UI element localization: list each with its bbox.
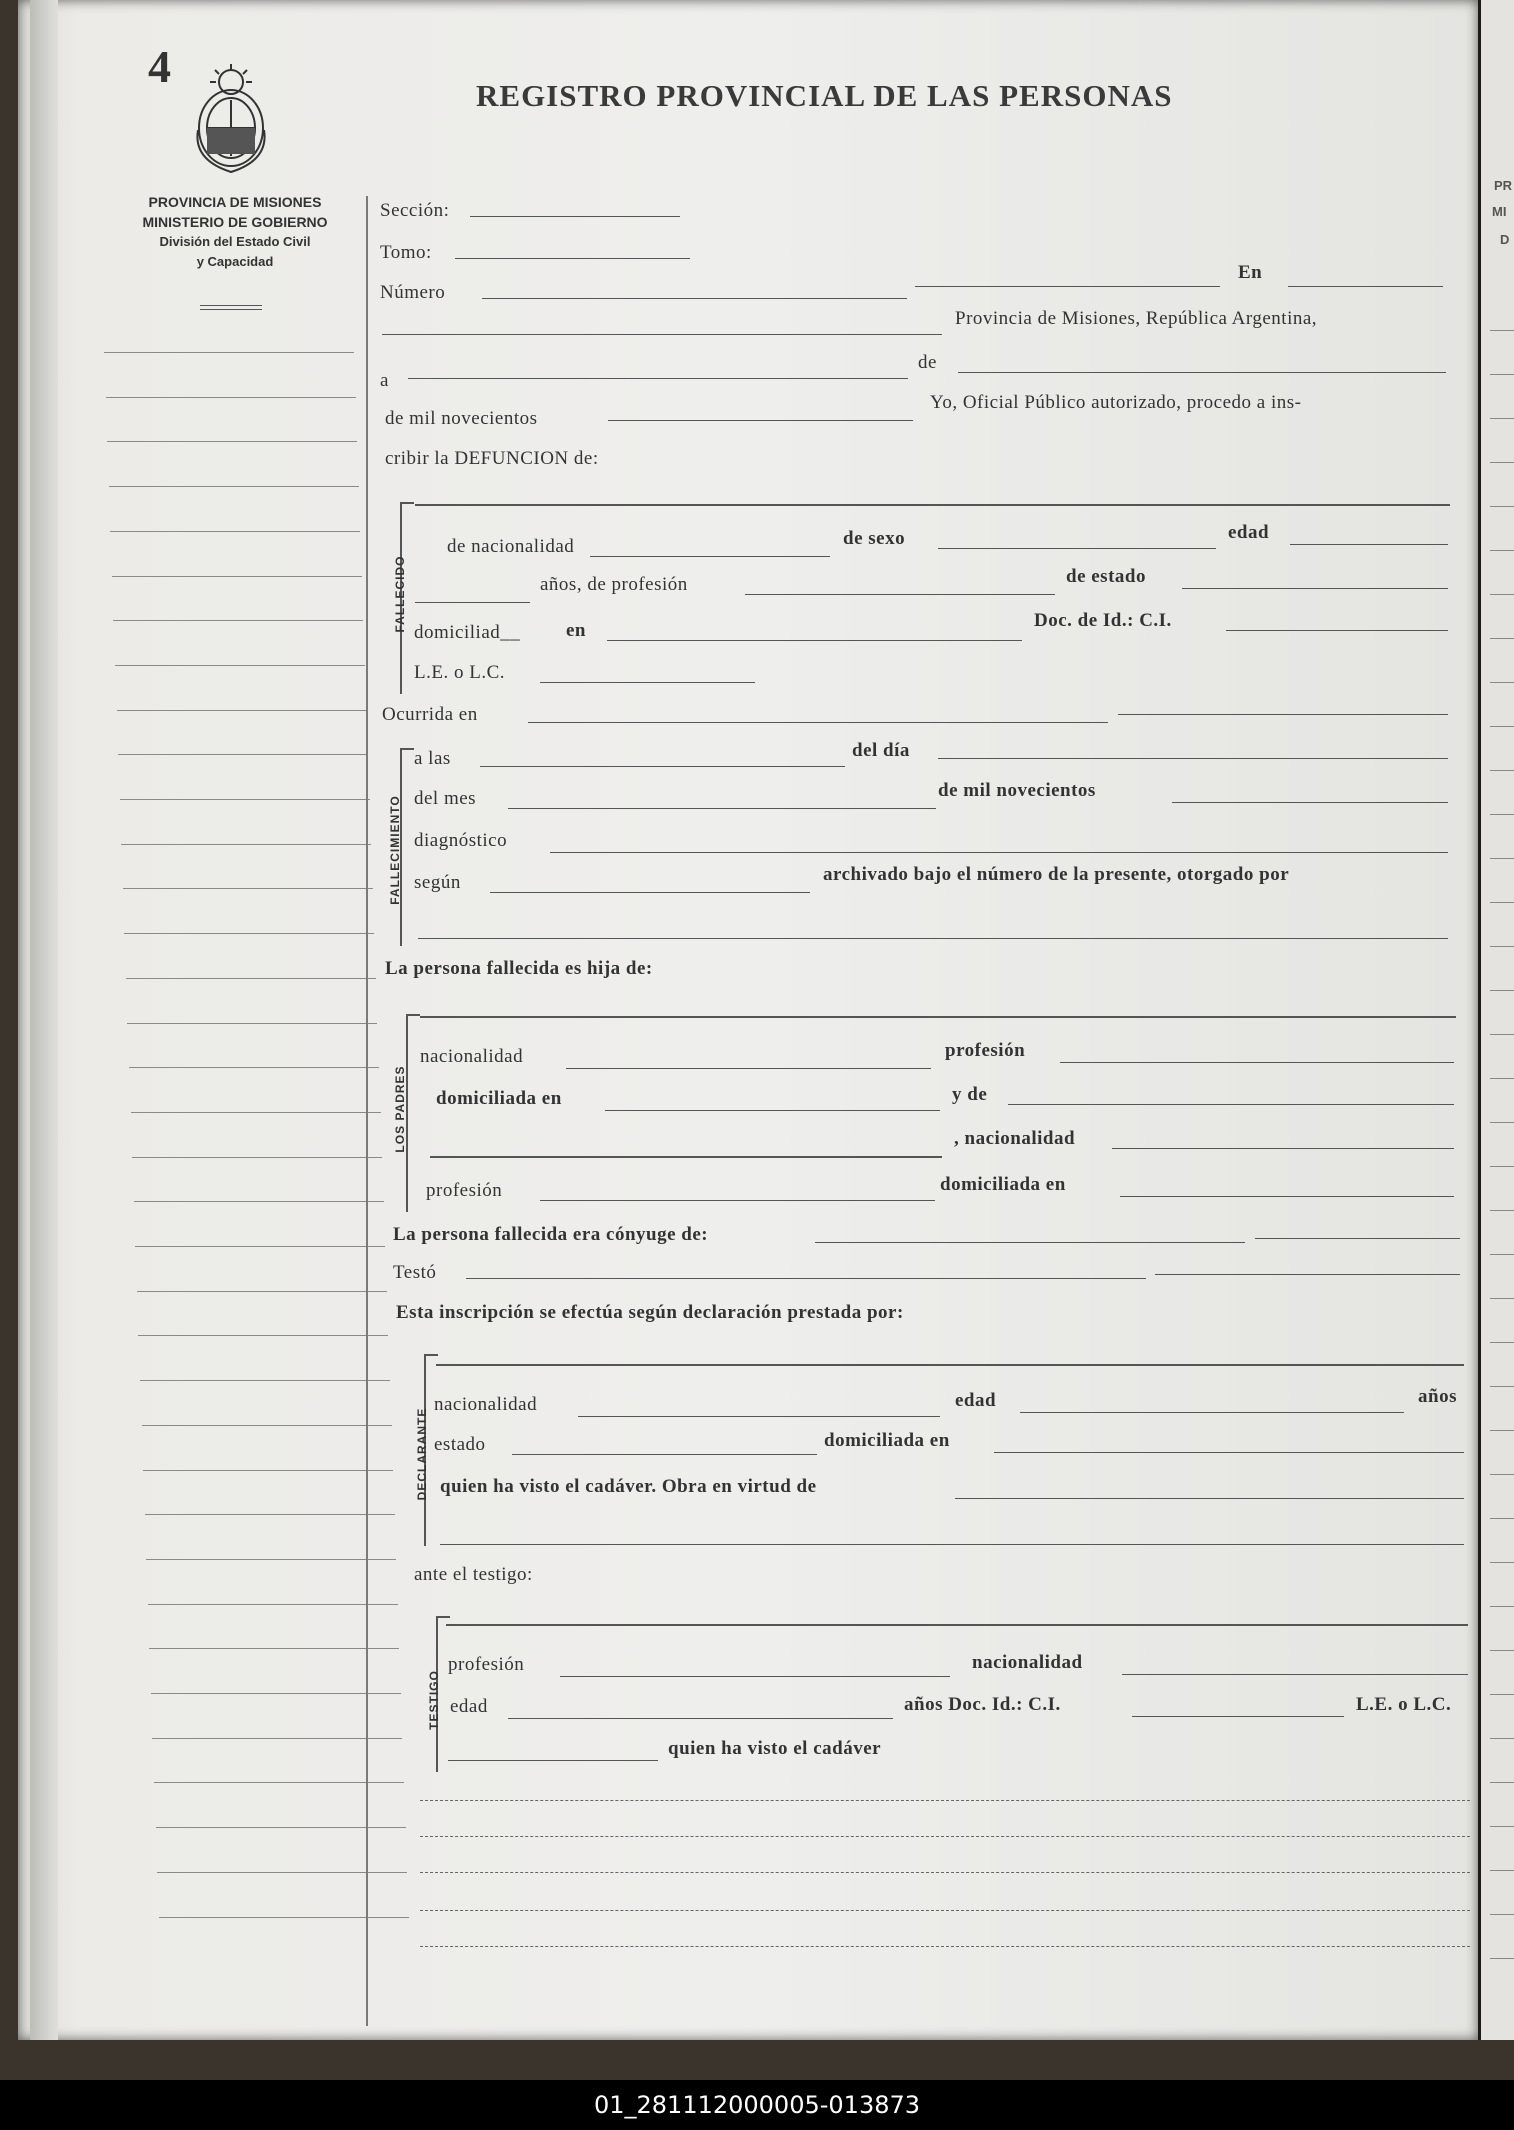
margin-note-line[interactable] <box>126 978 376 979</box>
page-title: REGISTRO PROVINCIAL DE LAS PERSONAS <box>476 78 1173 113</box>
next-page-line <box>1490 1870 1514 1871</box>
madre-domiciliada-label: domiciliada en <box>940 1174 1066 1195</box>
margin-note-line[interactable] <box>138 1335 388 1336</box>
a-las-field[interactable] <box>480 766 845 767</box>
next-page-line <box>1490 1518 1514 1519</box>
del-dia-field[interactable] <box>938 758 1448 759</box>
testo-field-2[interactable] <box>1155 1274 1460 1275</box>
margin-note-line[interactable] <box>118 754 368 755</box>
agency-line: PROVINCIA DE MISIONES <box>148 194 322 210</box>
del-mes-field[interactable] <box>508 808 936 809</box>
next-page-line <box>1490 1254 1514 1255</box>
argentine-coat-of-arms-icon <box>188 60 274 180</box>
testigo-section-label: TESTIGO <box>427 1670 441 1730</box>
next-page-line <box>1490 1562 1514 1563</box>
margin-note-line[interactable] <box>127 1023 377 1024</box>
diagnostico-label: diagnóstico <box>414 830 508 851</box>
margin-note-line[interactable] <box>145 1514 395 1515</box>
anos-field[interactable] <box>415 602 530 603</box>
next-page-line <box>1490 1386 1514 1387</box>
de-mil-label: de mil novecientos <box>938 780 1096 801</box>
margin-note-line[interactable] <box>106 397 356 398</box>
de-field[interactable] <box>958 372 1446 373</box>
margin-note-line[interactable] <box>146 1559 396 1560</box>
next-page-line <box>1490 1342 1514 1343</box>
next-page-line <box>1490 814 1514 815</box>
margin-note-line[interactable] <box>156 1827 406 1828</box>
testigo-quien-text: quien ha visto el cadáver <box>668 1738 882 1759</box>
sexo-label: de sexo <box>843 528 906 549</box>
madre-profesion-label: profesión <box>426 1180 503 1201</box>
observation-line[interactable] <box>420 1946 1470 1947</box>
next-page-line <box>1490 902 1514 903</box>
madre-name-field-2[interactable] <box>430 1156 942 1158</box>
margin-note-line[interactable] <box>121 844 371 845</box>
declarante-domiciliada-field[interactable] <box>994 1452 1464 1453</box>
next-page-line <box>1490 550 1514 551</box>
ocurrida-field[interactable] <box>528 722 1108 723</box>
seccion-field[interactable] <box>470 216 680 217</box>
agency-line: División del Estado Civil <box>159 234 311 249</box>
fallecido-section-label: FALLECIDO <box>393 555 407 633</box>
page-edge <box>30 0 58 2040</box>
padre-name-field[interactable] <box>420 1016 1456 1018</box>
declarante-name-field[interactable] <box>436 1364 1464 1366</box>
margin-note-line[interactable] <box>152 1738 402 1739</box>
y-de-label: y de <box>952 1084 988 1105</box>
profesion-field[interactable] <box>745 594 1055 595</box>
ante-testigo-text: ante el testigo: <box>414 1564 533 1585</box>
next-page-line <box>1490 990 1514 991</box>
le-lc-label: L.E. o L.C. <box>414 662 505 683</box>
margin-note-line[interactable] <box>120 799 370 800</box>
margin-note-line[interactable] <box>143 1470 393 1471</box>
margin-note-line[interactable] <box>134 1201 384 1202</box>
testigo-edad-label: edad <box>450 1696 488 1717</box>
fallecimiento-bracket <box>400 748 414 946</box>
next-page-line <box>1490 1914 1514 1915</box>
cribir-text: cribir la DEFUNCION de: <box>385 448 599 469</box>
column-divider <box>366 196 368 2026</box>
testo-field[interactable] <box>466 1278 1146 1279</box>
diagnostico-field[interactable] <box>550 852 1448 853</box>
margin-note-line[interactable] <box>135 1246 385 1247</box>
padre-profesion-field[interactable] <box>1060 1062 1454 1063</box>
next-page-line <box>1490 330 1514 331</box>
obra-en-virtud-field[interactable] <box>955 1498 1464 1499</box>
testo-label: Testó <box>393 1262 437 1283</box>
observation-line[interactable] <box>420 1836 1470 1837</box>
declarante-edad-field[interactable] <box>1020 1412 1404 1413</box>
next-page-line <box>1490 1122 1514 1123</box>
testigo-nacionalidad-label: nacionalidad <box>972 1652 1083 1673</box>
a-field[interactable] <box>408 378 908 379</box>
conyuge-field-2[interactable] <box>1255 1238 1460 1239</box>
testigo-anos-doc-label: años Doc. Id.: C.I. <box>904 1694 1061 1715</box>
madre-name-field[interactable] <box>1008 1104 1454 1105</box>
madre-domiciliada-field[interactable] <box>1120 1196 1454 1197</box>
segun-field[interactable] <box>490 892 810 893</box>
next-page-line <box>1490 770 1514 771</box>
otorgado-field[interactable] <box>418 938 1448 939</box>
del-mes-label: del mes <box>414 788 477 809</box>
page-number: 4 <box>148 41 171 92</box>
padre-profesion-label: profesión <box>945 1040 1026 1061</box>
doc-label: Doc. de Id.: C.I. <box>1034 610 1172 631</box>
conyuge-field[interactable] <box>815 1242 1245 1243</box>
next-page-line <box>1490 1078 1514 1079</box>
declarante-extra-field[interactable] <box>440 1544 1464 1545</box>
next-page-line <box>1490 946 1514 947</box>
a-las-label: a las <box>414 748 451 769</box>
agency-line: y Capacidad <box>196 254 274 269</box>
a-label: a <box>380 370 389 391</box>
image-caption: 01_281112000005-013873 <box>0 2080 1514 2130</box>
next-page-line <box>1490 1298 1514 1299</box>
next-page-line <box>1490 1650 1514 1651</box>
agency-line: MINISTERIO DE GOBIERNO <box>142 214 328 230</box>
numero-field-2[interactable] <box>915 286 1220 287</box>
next-page-line <box>1490 1166 1514 1167</box>
del-dia-label: del día <box>852 740 910 761</box>
next-page-line <box>1490 1782 1514 1783</box>
next-page-line <box>1490 594 1514 595</box>
hija-de-text: La persona fallecida es hija de: <box>385 958 653 979</box>
provincia-text: Provincia de Misiones, República Argentina, <box>955 308 1318 329</box>
declarante-estado-field[interactable] <box>512 1454 817 1455</box>
edad-field[interactable] <box>1290 544 1448 545</box>
margin-note-line[interactable] <box>117 710 367 711</box>
margin-note-line[interactable] <box>132 1157 382 1158</box>
fallecimiento-section-label: FALLECIMIENTO <box>388 795 402 905</box>
madre-profesion-field[interactable] <box>540 1200 935 1201</box>
margin-note-line[interactable] <box>110 531 360 532</box>
declaracion-text: Esta inscripción se efectúa según declaración prestada por: <box>396 1302 904 1323</box>
testigo-name-field[interactable] <box>446 1624 1468 1626</box>
margin-note-line[interactable] <box>104 352 354 353</box>
de-mil-field[interactable] <box>1172 802 1448 803</box>
domiciliad-label: domiciliad__ <box>414 622 521 643</box>
declarante-estado-label: estado <box>434 1434 486 1455</box>
observation-line[interactable] <box>420 1910 1470 1911</box>
next-page-line <box>1490 374 1514 375</box>
testigo-le-lc-label: L.E. o L.C. <box>1356 1694 1452 1715</box>
conyuge-text: La persona fallecida era cónyuge de: <box>393 1224 709 1245</box>
declarante-anos-label: años <box>1418 1386 1457 1407</box>
domicilio-field[interactable] <box>607 640 1022 641</box>
agency-block <box>100 192 370 272</box>
margin-note-line[interactable] <box>142 1425 392 1426</box>
margin-note-line[interactable] <box>159 1917 409 1918</box>
margin-note-line[interactable] <box>123 888 373 889</box>
de-mil-field[interactable] <box>608 420 913 421</box>
margin-note-line[interactable] <box>115 665 365 666</box>
margin-note-line[interactable] <box>124 933 374 934</box>
margin-note-line[interactable] <box>149 1648 399 1649</box>
margin-note-line[interactable] <box>140 1380 390 1381</box>
agency-underline <box>200 305 262 310</box>
testigo-profesion-field[interactable] <box>560 1676 950 1677</box>
seccion-label: Sección: <box>380 200 450 221</box>
sexo-field[interactable] <box>938 548 1216 549</box>
testigo-extra-field[interactable] <box>448 1760 658 1761</box>
next-page-strip <box>1478 0 1514 2040</box>
padre-domiciliada-field[interactable] <box>605 1110 940 1111</box>
testigo-doc-field[interactable] <box>1132 1716 1344 1717</box>
tomo-label: Tomo: <box>380 242 432 263</box>
next-page-line <box>1490 726 1514 727</box>
anos-profesion-label: años, de profesión <box>540 574 688 595</box>
padre-nacionalidad-field[interactable] <box>566 1068 931 1069</box>
next-page-line <box>1490 506 1514 507</box>
next-page-line <box>1490 1826 1514 1827</box>
date-field[interactable] <box>382 334 942 335</box>
observation-line[interactable] <box>420 1872 1470 1873</box>
madre-nacionalidad-label: , nacionalidad <box>954 1128 1076 1149</box>
doc-field[interactable] <box>1226 630 1448 631</box>
margin-note-line[interactable] <box>113 620 363 621</box>
next-page-fragment: MI <box>1492 204 1507 219</box>
estado-field[interactable] <box>1182 588 1448 589</box>
tomo-field[interactable] <box>455 258 690 259</box>
next-page-fragment: PR <box>1494 178 1513 193</box>
declarante-nacionalidad-field[interactable] <box>578 1416 940 1417</box>
margin-note-line[interactable] <box>131 1112 381 1113</box>
next-page-line <box>1490 638 1514 639</box>
observation-line[interactable] <box>420 1800 1470 1801</box>
le-lc-field[interactable] <box>540 682 755 683</box>
next-page-line <box>1490 682 1514 683</box>
next-page-line <box>1490 1606 1514 1607</box>
next-page-line <box>1490 1430 1514 1431</box>
margin-note-line[interactable] <box>112 576 362 577</box>
next-page-line <box>1490 1474 1514 1475</box>
ocurrida-label: Ocurrida en <box>382 704 478 725</box>
edad-label: edad <box>1228 522 1270 543</box>
testigo-edad-field[interactable] <box>508 1718 893 1719</box>
yo-oficial-text: Yo, Oficial Público autorizado, procedo a ins- <box>930 392 1302 413</box>
declarante-domiciliada-label: domiciliada en <box>824 1430 950 1451</box>
segun-label: según <box>414 872 461 893</box>
numero-label: Número <box>380 282 446 303</box>
declarante-section-label: DECLARANTE <box>415 1407 429 1501</box>
padre-domiciliada-label: domiciliada en <box>436 1088 562 1109</box>
nacionalidad-field[interactable] <box>590 556 830 557</box>
next-page-line <box>1490 1958 1514 1959</box>
testigo-profesion-label: profesión <box>448 1654 525 1675</box>
padres-section-label: LOS PADRES <box>393 1065 407 1153</box>
margin-note-line[interactable] <box>129 1067 379 1068</box>
de-mil-label: de mil novecientos <box>385 408 538 429</box>
margin-note-line[interactable] <box>157 1872 407 1873</box>
de-label: de <box>918 352 937 373</box>
estado-label: de estado <box>1066 566 1146 587</box>
next-page-line <box>1490 858 1514 859</box>
testigo-nacionalidad-field[interactable] <box>1122 1674 1468 1675</box>
en-field[interactable] <box>1288 286 1443 287</box>
margin-note-line[interactable] <box>151 1693 401 1694</box>
fallecido-name-field[interactable] <box>415 504 1450 506</box>
margin-note-line[interactable] <box>109 486 359 487</box>
padres-bracket <box>406 1014 420 1212</box>
next-page-line <box>1490 1694 1514 1695</box>
declarante-quien-text: quien ha visto el cadáver. Obra en virtud de <box>440 1476 817 1497</box>
next-page-line <box>1490 1034 1514 1035</box>
next-page-line <box>1490 1210 1514 1211</box>
declarante-nacionalidad-label: nacionalidad <box>434 1394 538 1415</box>
next-page-fragment: D <box>1500 232 1510 247</box>
ocurrida-field-2[interactable] <box>1118 714 1448 715</box>
next-page-line <box>1490 462 1514 463</box>
en-label: En <box>1238 262 1263 283</box>
margin-note-line[interactable] <box>137 1291 387 1292</box>
madre-nacionalidad-field[interactable] <box>1112 1148 1454 1149</box>
declarante-edad-label: edad <box>955 1390 997 1411</box>
margin-note-line[interactable] <box>107 441 357 442</box>
nacionalidad-label: de nacionalidad <box>447 536 575 557</box>
next-page-line <box>1490 418 1514 419</box>
padre-nacionalidad-label: nacionalidad <box>420 1046 524 1067</box>
archivado-text: archivado bajo el número de la presente, otorgado por <box>823 864 1290 885</box>
next-page-line <box>1490 1738 1514 1739</box>
en-label: en <box>566 620 586 641</box>
numero-field[interactable] <box>482 298 907 299</box>
margin-note-line[interactable] <box>148 1604 398 1605</box>
